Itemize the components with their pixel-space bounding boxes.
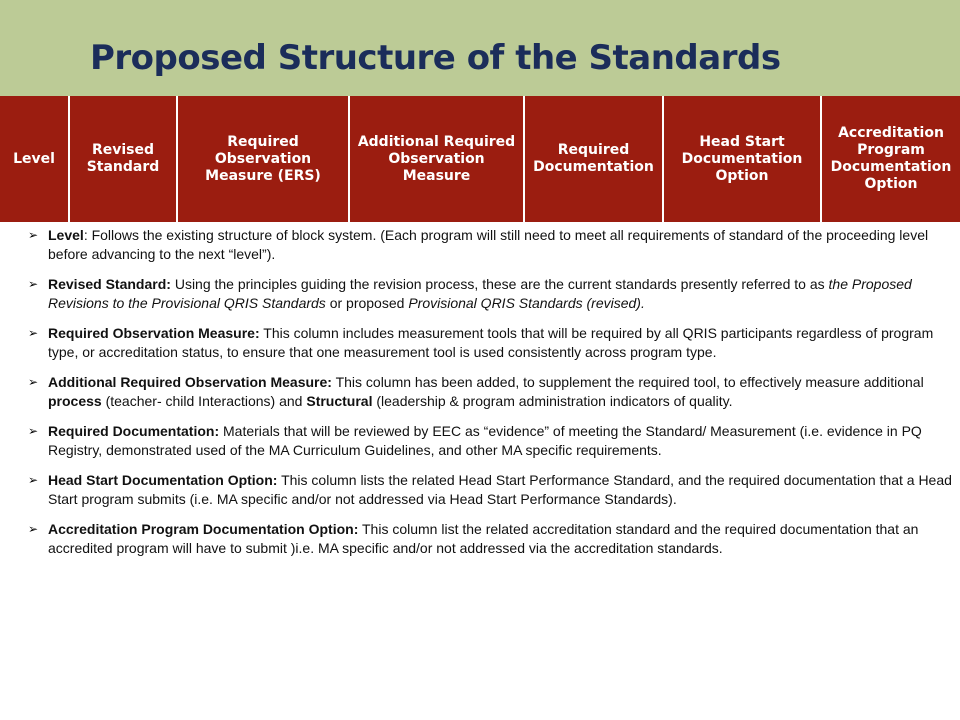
bullet-segment: Provisional QRIS Standards (revised). xyxy=(408,294,645,311)
bullet-text xyxy=(48,422,954,459)
bullet-item xyxy=(28,324,954,361)
arrow-bullet-icon: ➢ xyxy=(28,522,39,536)
bullet-text xyxy=(48,373,954,410)
header-cell-revised-standard: Revised Standard xyxy=(70,96,176,222)
arrow-bullet-icon: ➢ xyxy=(28,228,39,242)
bullet-text xyxy=(48,324,954,361)
header-cell-level: Level xyxy=(0,96,68,222)
header-cell-head-start-documentation-option: Head Start Documentation Option xyxy=(664,96,820,222)
bullet-item xyxy=(28,373,954,410)
bullet-text xyxy=(48,520,954,557)
bullet-term: Additional Required Observation Measure: xyxy=(48,374,332,390)
bullet-segment: : Follows the existing structure of block system. (Each program will still need to meet all requirements of standard of the proceeding level before advancing to the next “level”). xyxy=(48,227,929,262)
bullet-segment: process xyxy=(48,392,102,409)
page-title: Proposed Structure of the Standards xyxy=(90,38,781,78)
bullet-term: Level xyxy=(48,227,84,243)
bullet-segment: (teacher- child Interactions) and xyxy=(101,392,307,409)
bullet-item xyxy=(28,275,954,312)
bullet-item xyxy=(28,471,954,508)
bullet-text xyxy=(48,226,954,263)
arrow-bullet-icon: ➢ xyxy=(28,326,39,340)
bullet-text xyxy=(48,471,954,508)
bullet-segment: Using the principles guiding the revision process, these are the current standards presently referred to as xyxy=(170,276,829,292)
bullet-item xyxy=(28,422,954,459)
bullet-segment: Structural xyxy=(306,392,373,409)
bullet-text xyxy=(48,275,954,312)
arrow-bullet-icon: ➢ xyxy=(28,424,39,438)
arrow-bullet-icon: ➢ xyxy=(28,375,39,389)
bullet-term: Head Start Documentation Option: xyxy=(48,472,278,488)
bullet-item xyxy=(28,226,954,263)
arrow-bullet-icon: ➢ xyxy=(28,473,39,487)
bullet-term: Required Documentation: xyxy=(48,423,220,439)
header-cell-required-documentation: Required Documentation xyxy=(525,96,662,222)
standards-table-header xyxy=(0,96,960,222)
bullet-list xyxy=(28,226,954,569)
bullet-term: Required Observation Measure: xyxy=(48,325,260,341)
bullet-segment: Materials that will be reviewed by EEC as “evidence” of meeting the Standard/ Measurement (i.e. evidence in PQ Registry, demonstrated used of the MA Curriculum Guidelines, and other MA specific requirements. xyxy=(48,423,922,458)
header-cell-accreditation-program-documentation-option: Accreditation Program Documentation Option xyxy=(822,96,960,222)
bullet-segment: the Proposed Revisions to the Provisional QRIS Standards xyxy=(48,276,912,311)
bullet-term: Revised Standard: xyxy=(48,276,171,292)
bullet-item xyxy=(28,520,954,557)
bullet-segment: This column lists the related Head Start Performance Standard, and the required documentation that a Head Start program submits (i.e. MA specific and/or not addressed via Head Start Performance Standards). xyxy=(48,472,952,507)
bullet-segment: or proposed xyxy=(325,294,409,311)
header-cell-additional-required-observation-measure: Additional Required Observation Measure xyxy=(350,96,523,222)
arrow-bullet-icon: ➢ xyxy=(28,277,39,291)
bullet-segment: This column includes measurement tools that will be required by all QRIS participants regardless of program type, or accreditation status, to ensure that one measurement tool is used consistently across program type. xyxy=(48,325,934,360)
header-cell-required-observation-measure: Required Observation Measure (ERS) xyxy=(178,96,348,222)
bullet-term: Accreditation Program Documentation Option: xyxy=(48,521,359,537)
bullet-segment: This column list the related accreditation standard and the required documentation that an accredited program will have to submit )i.e. MA specific and/or not addressed via the accreditation standards. xyxy=(48,521,919,556)
bullet-segment: This column has been added, to supplement the required tool, to effectively measure additional xyxy=(331,374,924,390)
bullet-segment: (leadership & program administration indicators of quality. xyxy=(372,392,733,409)
